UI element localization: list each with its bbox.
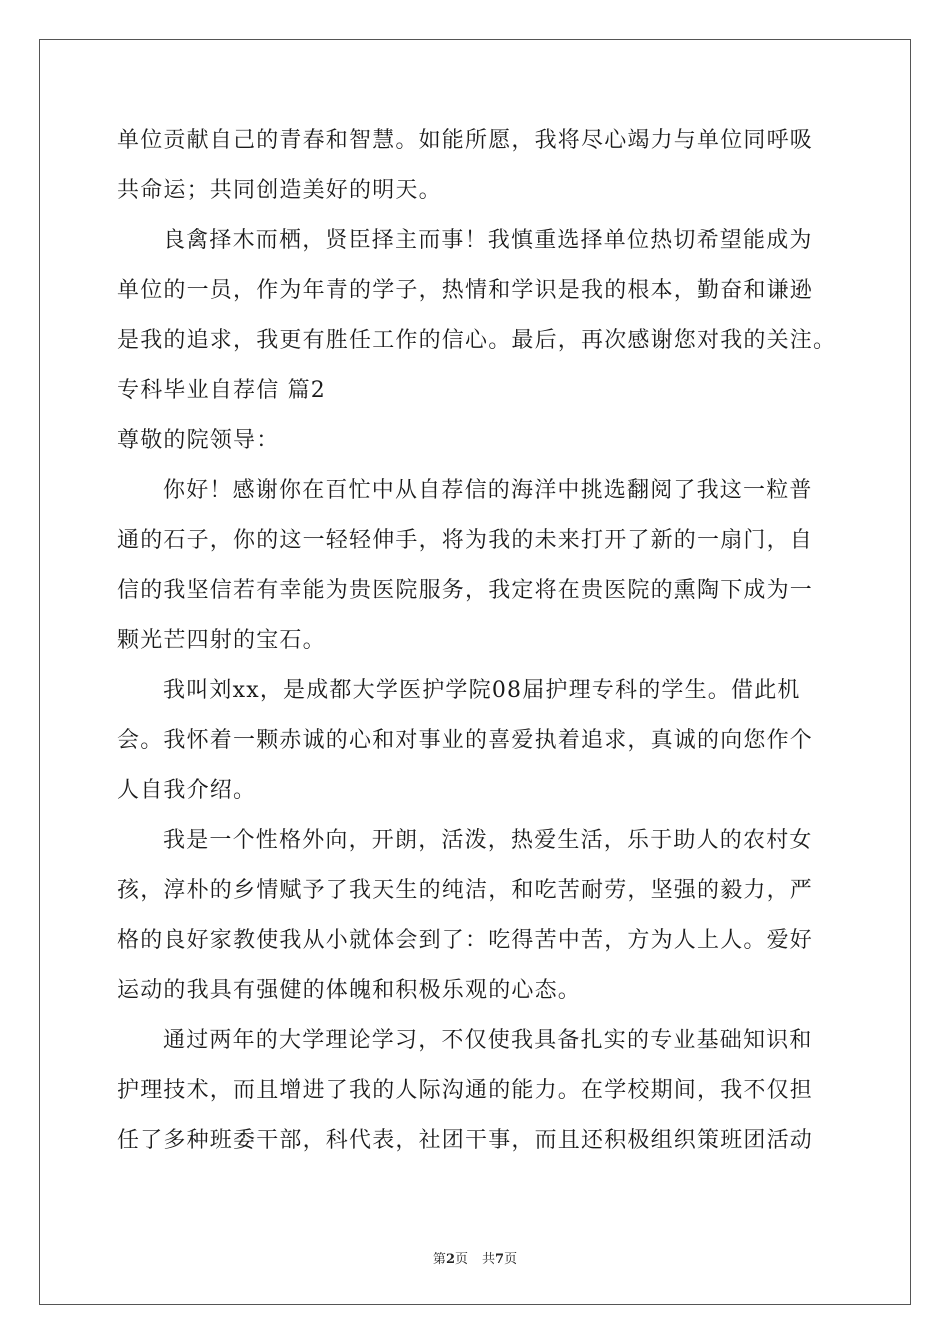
text-line: 孩，淳朴的乡情赋予了我天生的纯洁，和吃苦耐劳，坚强的毅力，严 [117,878,814,903]
text-line: 你好！感谢你在百忙中从自荐信的海洋中挑选翻阅了我这一粒普 [163,478,813,503]
text-line: 格的良好家教使我从小就体会到了：吃得苦中苦，方为人上人。爱好 [117,928,814,953]
text-line: 单位贡献自己的青春和智慧。如能所愿，我将尽心竭力与单位同呼吸 [117,128,814,153]
text-line: 我叫刘xx，是成都大学医护学院08届护理专科的学生。借此机 [163,678,801,703]
text-line: 通过两年的大学理论学习，不仅使我具备扎实的专业基础知识和 [163,1028,813,1053]
total-pages: 7 [495,1252,505,1267]
text-line: 通的石子，你的这一轻轻伸手，将为我的未来打开了新的一扇门，自 [117,528,814,553]
text-line: 任了多种班委干部，科代表，社团干事，而且还积极组织策班团活动 [117,1128,814,1153]
text-line: 单位的一员，作为年青的学子，热情和学识是我的根本，勤奋和谦逊 [117,278,814,303]
text-line: 会。我怀着一颗赤诚的心和对事业的喜爱执着追求，真诚的向您作个 [117,728,814,753]
text-line: 人自我介绍。 [117,778,257,803]
text-line: 运动的我具有强健的体魄和积极乐观的心态。 [117,978,582,1003]
text-line: 护理技术，而且增进了我的人际沟通的能力。在学校期间，我不仅担 [117,1078,814,1103]
page-number: 2 [445,1252,455,1267]
page-suffix: 页 [454,1252,468,1267]
total-prefix: 共 [482,1252,496,1267]
text-line: 我是一个性格外向，开朗，活泼，热爱生活，乐于助人的农村女 [163,828,813,853]
page-footer [0,1248,950,1267]
text-line: 良禽择木而栖，贤臣择主而事！我慎重选择单位热切希望能成为 [163,228,813,253]
document-body [117,126,837,1176]
text-line: 尊敬的院领导： [117,428,280,453]
total-suffix: 页 [504,1252,518,1267]
text-line: 颗光芒四射的宝石。 [117,628,326,653]
text-line: 信的我坚信若有幸能为贵医院服务，我定将在贵医院的熏陶下成为一 [117,578,814,603]
text-line: 是我的追求，我更有胜任工作的信心。最后，再次感谢您对我的关注。 [117,328,837,353]
page-prefix: 第 [432,1252,446,1267]
text-line: 共命运；共同创造美好的明天。 [117,178,442,203]
text-line: 专科毕业自荐信 篇2 [117,378,326,403]
